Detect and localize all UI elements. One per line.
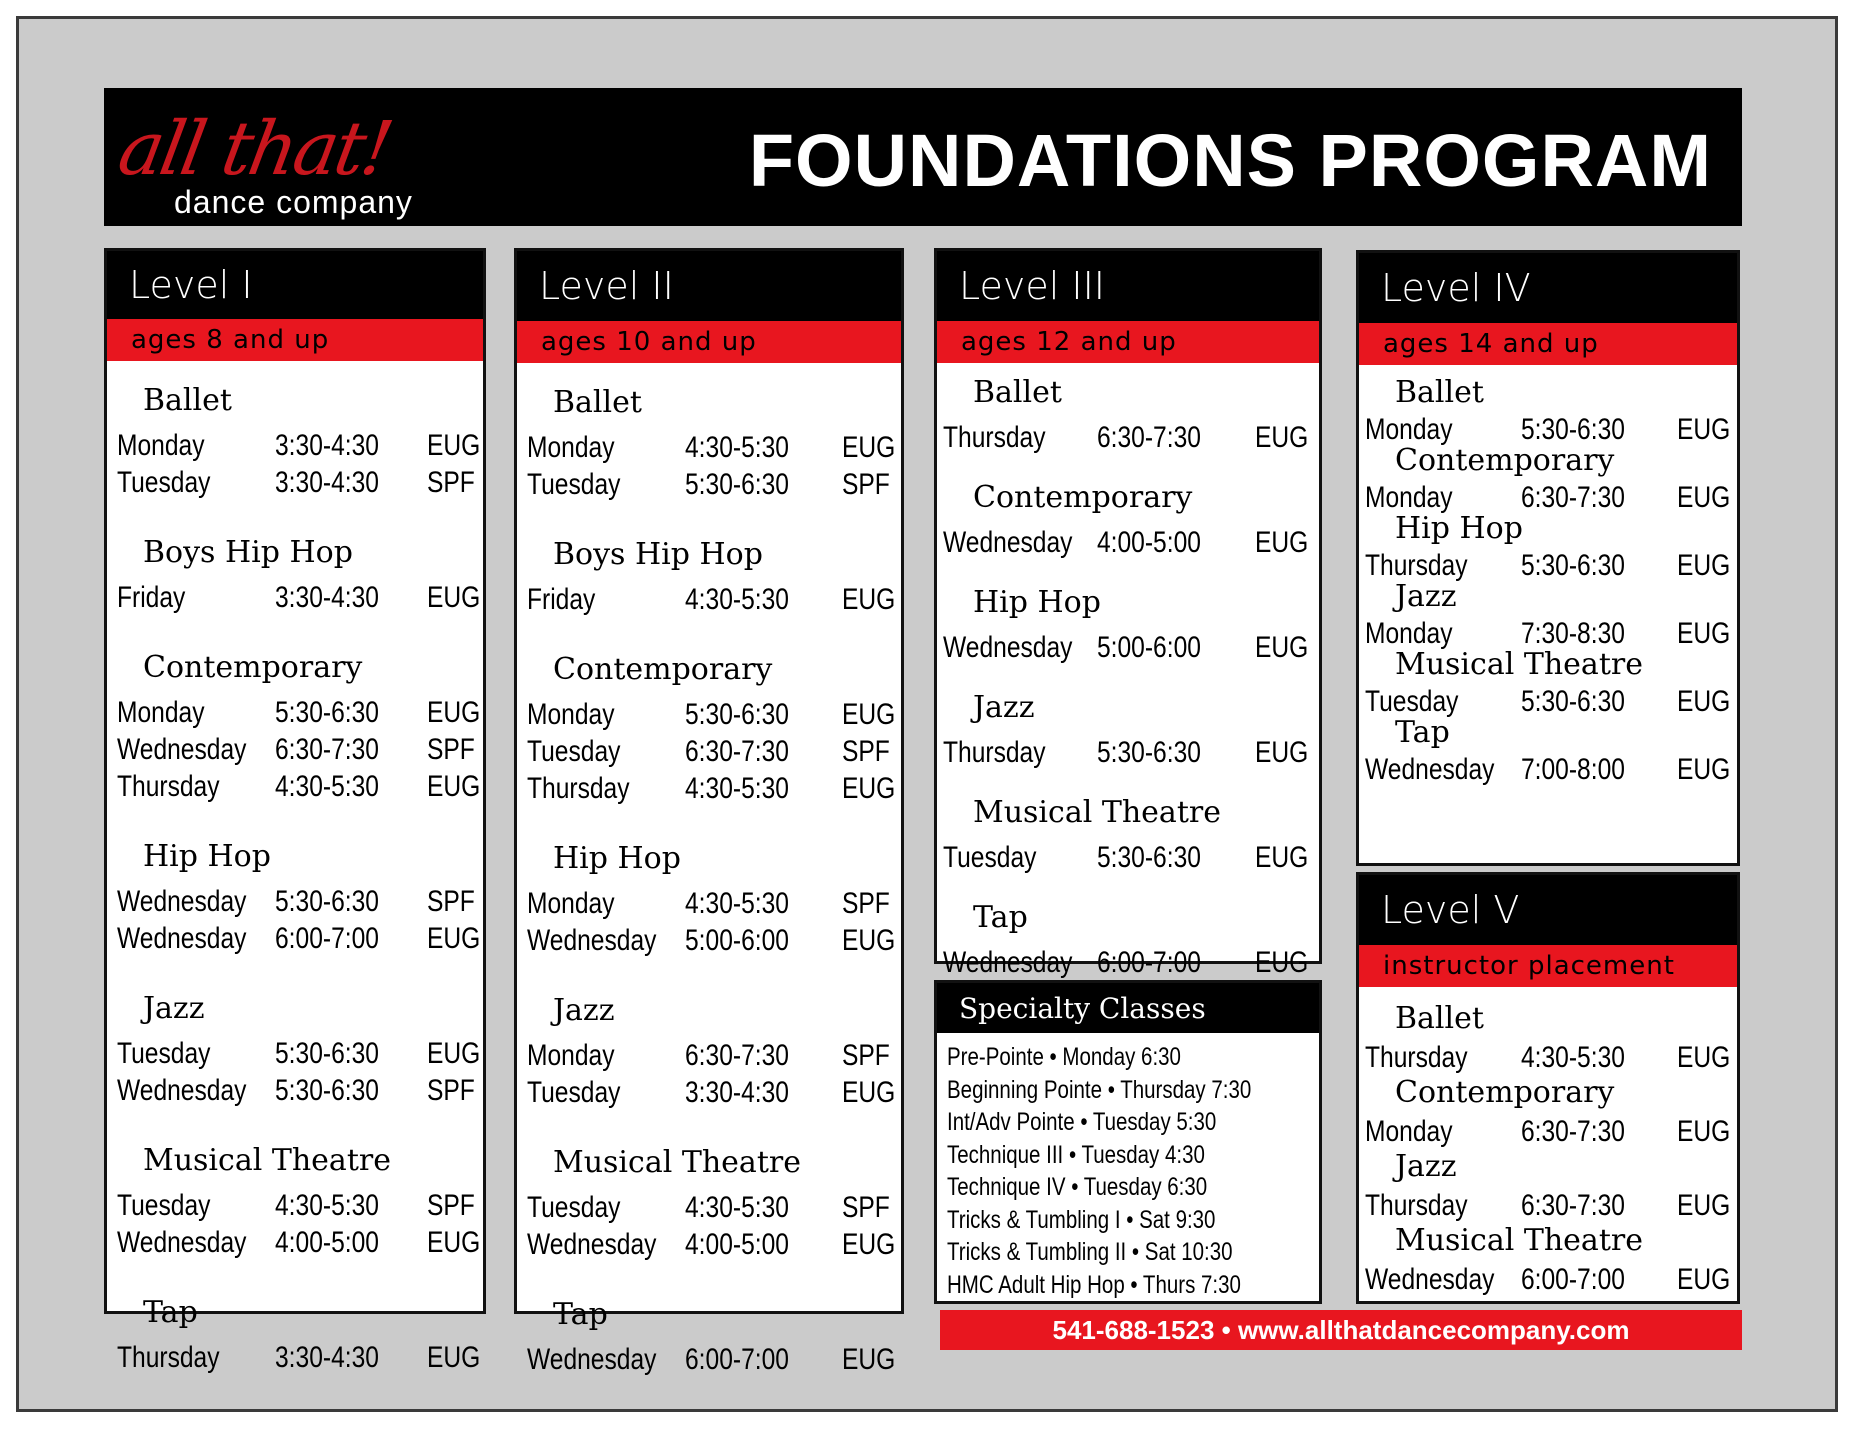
- class-name: Musical Theatre: [143, 1143, 391, 1178]
- schedule-time: 4:00-5:00: [274, 1226, 379, 1259]
- schedule-day: Monday: [1364, 481, 1453, 514]
- schedule-location: SPF: [841, 468, 890, 501]
- class-name: Hip Hop: [143, 839, 271, 874]
- class-name: Contemporary: [973, 480, 1193, 515]
- class-name: Boys Hip Hop: [553, 537, 763, 572]
- specialty-item: Tricks & Tumbling II • Sat 10:30: [947, 1238, 1233, 1266]
- schedule-time: 4:30-5:30: [274, 1189, 379, 1222]
- class-name: Hip Hop: [1395, 511, 1523, 546]
- level-age-range: ages 12 and up: [937, 321, 1319, 363]
- schedule-time: 5:00-6:00: [684, 924, 789, 957]
- level-panel: [1356, 250, 1740, 866]
- specialty-item: Tricks & Tumbling I • Sat 9:30: [947, 1205, 1216, 1234]
- schedule-day: Wednesday: [116, 1226, 247, 1259]
- class-name: Hip Hop: [553, 841, 681, 876]
- schedule-time: 3:30-4:30: [274, 1341, 379, 1374]
- schedule-location: EUG: [1254, 631, 1309, 664]
- schedule-day: Tuesday: [116, 1037, 211, 1070]
- class-name: Contemporary: [1395, 1075, 1615, 1110]
- schedule-location: SPF: [426, 1189, 475, 1222]
- schedule-location: EUG: [1676, 1263, 1731, 1296]
- schedule-time: 5:30-6:30: [1520, 685, 1625, 718]
- class-name: Tap: [143, 1295, 198, 1330]
- schedule-day: Wednesday: [942, 526, 1073, 559]
- schedule-location: EUG: [426, 770, 481, 803]
- specialty-header: [937, 983, 1319, 1033]
- schedule-location: EUG: [1676, 1115, 1731, 1148]
- schedule-time: 3:30-4:30: [274, 429, 379, 462]
- schedule-location: EUG: [426, 1226, 481, 1259]
- schedule-day: Thursday: [942, 421, 1046, 454]
- schedule-location: EUG: [841, 431, 896, 464]
- class-name: Jazz: [973, 690, 1035, 725]
- schedule-day: Tuesday: [116, 466, 211, 499]
- schedule-location: EUG: [841, 1228, 896, 1261]
- schedule-location: EUG: [426, 922, 481, 955]
- schedule-location: EUG: [1676, 413, 1731, 446]
- schedule-location: SPF: [426, 733, 475, 766]
- schedule-location: EUG: [426, 696, 481, 729]
- specialty-item: Int/Adv Pointe • Tuesday 5:30: [947, 1108, 1217, 1136]
- schedule-time: 3:30-4:30: [684, 1076, 789, 1109]
- class-name: Contemporary: [553, 652, 773, 687]
- schedule-location: EUG: [841, 698, 896, 731]
- class-name: Boys Hip Hop: [143, 535, 353, 570]
- level-panel: [934, 248, 1322, 979]
- schedule-location: SPF: [426, 466, 475, 499]
- level-title: Level I: [107, 251, 483, 319]
- schedule-location: EUG: [426, 1341, 481, 1374]
- schedule-time: 6:00-7:00: [684, 1343, 789, 1376]
- schedule-day: Monday: [526, 431, 615, 464]
- schedule-time: 6:30-7:30: [1520, 481, 1625, 514]
- schedule-location: EUG: [1676, 549, 1731, 582]
- schedule-time: 4:00-5:00: [1096, 526, 1201, 559]
- class-name: Musical Theatre: [1395, 1223, 1643, 1258]
- level-age-range: ages 14 and up: [1359, 323, 1737, 365]
- schedule-location: EUG: [1254, 841, 1309, 874]
- schedule-time: 5:30-6:30: [274, 1074, 379, 1107]
- contact-text: 541-688-1523 • www.allthatdancecompany.com: [1052, 1314, 1630, 1345]
- class-name: Jazz: [553, 993, 615, 1028]
- schedule-location: EUG: [1254, 421, 1309, 454]
- schedule-location: EUG: [1676, 1041, 1731, 1074]
- schedule-day: Thursday: [116, 1341, 220, 1374]
- logo-script: all that!: [112, 106, 397, 192]
- class-name: Ballet: [973, 375, 1062, 410]
- schedule-day: Tuesday: [116, 1189, 211, 1222]
- class-name: Musical Theatre: [1395, 647, 1643, 682]
- schedule-time: 6:30-7:30: [1096, 421, 1201, 454]
- schedule-location: EUG: [1676, 481, 1731, 514]
- class-name: Contemporary: [143, 650, 363, 685]
- schedule-day: Monday: [1364, 1115, 1453, 1148]
- schedule-day: Monday: [116, 696, 205, 729]
- schedule-time: 3:30-4:30: [274, 466, 379, 499]
- schedule-day: Monday: [526, 887, 615, 920]
- schedule-day: Wednesday: [526, 1343, 657, 1376]
- schedule-day: Wednesday: [526, 1228, 657, 1261]
- class-name: Jazz: [143, 991, 205, 1026]
- schedule-location: SPF: [841, 735, 890, 768]
- schedule-day: Thursday: [1364, 549, 1468, 582]
- level-title: Level III: [937, 251, 1319, 321]
- schedule-location: EUG: [1676, 753, 1731, 786]
- schedule-location: EUG: [841, 1076, 896, 1109]
- schedule-location: SPF: [426, 885, 475, 918]
- schedule-time: 5:30-6:30: [1096, 841, 1201, 874]
- class-name: Musical Theatre: [553, 1145, 801, 1180]
- schedule-day: Wednesday: [1364, 1263, 1495, 1296]
- schedule-day: Thursday: [1364, 1041, 1468, 1074]
- schedule-time: 6:30-7:30: [1520, 1189, 1625, 1222]
- class-name: Tap: [553, 1297, 608, 1332]
- schedule-location: EUG: [426, 1037, 481, 1070]
- schedule-day: Thursday: [526, 772, 630, 805]
- schedule-location: SPF: [841, 1039, 890, 1072]
- schedule-time: 5:30-6:30: [274, 696, 379, 729]
- schedule-time: 5:30-6:30: [1520, 549, 1625, 582]
- schedule-location: EUG: [841, 772, 896, 805]
- class-name: Jazz: [1395, 579, 1457, 614]
- schedule-day: Wednesday: [942, 946, 1073, 979]
- schedule-location: EUG: [1254, 526, 1309, 559]
- schedule-time: 4:00-5:00: [684, 1228, 789, 1261]
- level-title: Level IV: [1359, 253, 1737, 323]
- schedule-day: Monday: [116, 429, 205, 462]
- schedule-time: 4:30-5:30: [684, 1191, 789, 1224]
- level-title: Level V: [1359, 875, 1737, 945]
- schedule-location: SPF: [841, 887, 890, 920]
- level-age-range: instructor placement: [1359, 945, 1737, 987]
- specialty-item: Technique III • Tuesday 4:30: [947, 1140, 1205, 1169]
- class-name: Ballet: [1395, 375, 1484, 410]
- specialty-title: Specialty Classes: [959, 991, 1206, 1025]
- schedule-location: EUG: [1676, 1189, 1731, 1222]
- schedule-day: Thursday: [942, 736, 1046, 769]
- level-age-range: ages 8 and up: [107, 319, 483, 361]
- schedule-day: Tuesday: [526, 1191, 621, 1224]
- schedule-day: Wednesday: [942, 631, 1073, 664]
- schedule-location: EUG: [1254, 946, 1309, 979]
- level-age-range: ages 10 and up: [517, 321, 901, 363]
- class-name: Hip Hop: [973, 585, 1101, 620]
- schedule-time: 6:00-7:00: [274, 922, 379, 955]
- schedule-day: Tuesday: [526, 735, 621, 768]
- schedule-time: 7:00-8:00: [1520, 753, 1625, 786]
- schedule-day: Monday: [526, 1039, 615, 1072]
- schedule-time: 6:30-7:30: [684, 1039, 789, 1072]
- page-title: FOUNDATIONS PROGRAM: [748, 119, 1712, 202]
- schedule-day: Tuesday: [942, 841, 1037, 874]
- schedule-location: SPF: [426, 1074, 475, 1107]
- schedule-location: EUG: [1254, 736, 1309, 769]
- specialty-item: HMC Adult Hip Hop • Thurs 7:30: [947, 1270, 1241, 1299]
- schedule-time: 3:30-4:30: [274, 581, 379, 614]
- schedule-time: 6:30-7:30: [274, 733, 379, 766]
- schedule-time: 6:30-7:30: [684, 735, 789, 768]
- class-name: Tap: [1395, 715, 1450, 750]
- schedule-day: Tuesday: [1364, 685, 1459, 718]
- class-name: Tap: [973, 900, 1028, 935]
- schedule-time: 4:30-5:30: [684, 772, 789, 805]
- schedule-time: 5:30-6:30: [274, 885, 379, 918]
- schedule-day: Monday: [1364, 617, 1453, 650]
- schedule-day: Friday: [526, 583, 596, 616]
- class-name: Musical Theatre: [973, 795, 1221, 830]
- schedule-day: Wednesday: [116, 885, 247, 918]
- specialty-panel: [934, 980, 1322, 1304]
- specialty-item: Technique IV • Tuesday 6:30: [947, 1173, 1208, 1201]
- specialty-item: Beginning Pointe • Thursday 7:30: [947, 1075, 1252, 1104]
- schedule-location: EUG: [1676, 617, 1731, 650]
- schedule-day: Monday: [1364, 413, 1453, 446]
- schedule-day: Tuesday: [526, 1076, 621, 1109]
- schedule-time: 6:00-7:00: [1096, 946, 1201, 979]
- schedule-time: 4:30-5:30: [684, 431, 789, 464]
- schedule-day: Tuesday: [526, 468, 621, 501]
- schedule-day: Thursday: [116, 770, 220, 803]
- schedule-time: 4:30-5:30: [684, 887, 789, 920]
- contact-footer: [940, 1310, 1742, 1350]
- schedule-time: 5:30-6:30: [1096, 736, 1201, 769]
- header-banner: [104, 88, 1742, 226]
- schedule-day: Wednesday: [1364, 753, 1495, 786]
- schedule-day: Wednesday: [116, 733, 247, 766]
- schedule-day: Monday: [526, 698, 615, 731]
- schedule-time: 6:00-7:00: [1520, 1263, 1625, 1296]
- schedule-location: EUG: [841, 924, 896, 957]
- level-panel: [514, 248, 904, 1376]
- class-name: Ballet: [553, 385, 642, 420]
- schedule-time: 4:30-5:30: [684, 583, 789, 616]
- schedule-time: 5:30-6:30: [684, 698, 789, 731]
- schedule-time: 4:30-5:30: [1520, 1041, 1625, 1074]
- schedule-time: 6:30-7:30: [1520, 1115, 1625, 1148]
- schedule-location: EUG: [1676, 685, 1731, 718]
- level-panel: [1356, 872, 1740, 1304]
- specialty-item: Pre-Pointe • Monday 6:30: [947, 1043, 1181, 1071]
- schedule-location: EUG: [841, 583, 896, 616]
- class-name: Ballet: [1395, 1001, 1484, 1036]
- schedule-location: EUG: [426, 581, 481, 614]
- class-name: Ballet: [143, 383, 232, 418]
- schedule-day: Wednesday: [116, 922, 247, 955]
- schedule-day: Wednesday: [116, 1074, 247, 1107]
- schedule-time: 5:30-6:30: [274, 1037, 379, 1070]
- class-name: Contemporary: [1395, 443, 1615, 478]
- schedule-location: EUG: [426, 429, 481, 462]
- schedule-location: EUG: [841, 1343, 896, 1376]
- schedule-time: 5:30-6:30: [1520, 413, 1625, 446]
- level-panel: [104, 248, 486, 1374]
- class-name: Jazz: [1395, 1149, 1457, 1184]
- schedule-time: 7:30-8:30: [1520, 617, 1625, 650]
- schedule-time: 4:30-5:30: [274, 770, 379, 803]
- schedule-time: 5:30-6:30: [684, 468, 789, 501]
- schedule-day: Friday: [116, 581, 186, 614]
- schedule-location: SPF: [841, 1191, 890, 1224]
- schedule-day: Wednesday: [526, 924, 657, 957]
- logo-subtitle: dance company: [174, 184, 413, 220]
- schedule-day: Thursday: [1364, 1189, 1468, 1222]
- level-title: Level II: [517, 251, 901, 321]
- schedule-time: 5:00-6:00: [1096, 631, 1201, 664]
